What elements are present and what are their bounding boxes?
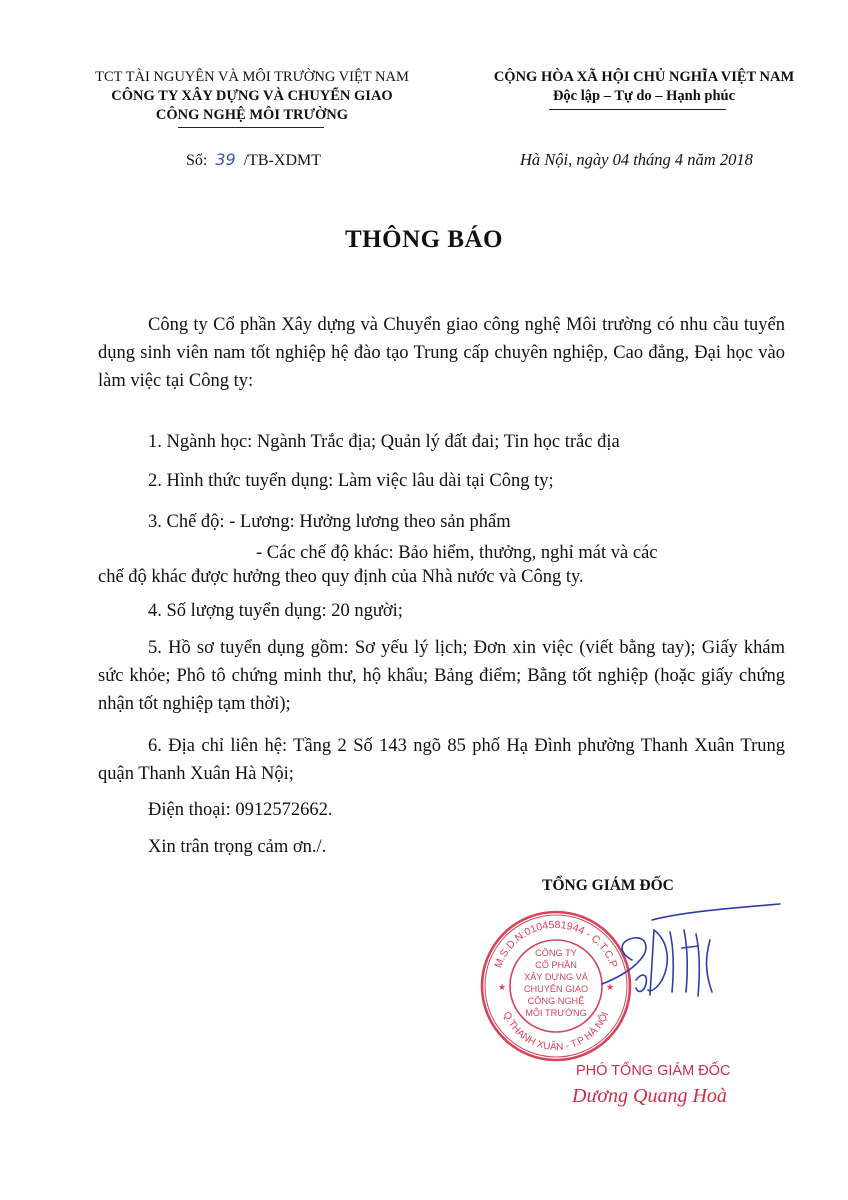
handwritten-signature [592,900,792,1020]
parent-org-name: TCT TÀI NGUYÊN VÀ MÔI TRƯỜNG VIỆT NAM [95,69,409,85]
item-3-salary: 3. Chế độ: - Lương: Hưởng lương theo sản phẩm [148,512,511,532]
stamp-outer-bottom-text: Q.THANH XUÂN - T.P HÀ NỘI [500,1010,612,1054]
item-2: 2. Hình thức tuyển dụng: Làm việc lâu dài tại Công ty; [148,471,554,491]
doc-number-handwritten: 39 [215,150,236,169]
stamp-center-line-2: CỔ PHẦN [535,960,577,970]
company-name-line2: CÔNG NGHỆ MÔI TRƯỜNG [155,107,349,123]
stamp-center-line-6: MÔI TRƯỜNG [525,1008,587,1018]
item-4: 4. Số lượng tuyển dụng: 20 người; [148,601,403,621]
item-3-continued: chế độ khác được hưởng theo quy định của Nhà nước và Công ty. [98,567,584,587]
nation-motto: Độc lập – Tự do – Hạnh phúc [552,88,736,104]
item-3-other: - Các chế độ khác: Bảo hiểm, thưởng, nghỉ mát và các [256,543,658,563]
stamp-center-line-3: XÂY DỰNG VÀ [524,972,588,982]
stamp-center-line-1: CÔNG TY [535,948,577,958]
header-right-nation [452,68,836,106]
stamp-center-line-5: CÔNG NGHỆ [527,996,585,1006]
date-line: Hà Nội, ngày 04 tháng 4 năm 2018 [520,150,753,169]
item-1: 1. Ngành học: Ngành Trắc địa; Quản lý đất đai; Tin học trắc địa [148,432,620,452]
stamp-star-right: ★ [605,982,615,992]
stamp-star-left: ★ [497,982,507,992]
doc-number-suffix: /TB-XDMT [243,152,322,169]
intro-paragraph: Công ty Cổ phần Xây dựng và Chuyển giao công nghệ Môi trường có nhu cầu tuyển dụng sinh viên nam tốt nghiệp hệ đào tạo Trung cấp chuyên nghiệp, Cao đẳng, Đại học vào làm việc tại Công ty: [98,315,785,391]
stamp-outer-top-text: M.S.D.N:0104581944 - C.T.C.P [492,918,620,970]
doc-number [186,150,321,170]
company-name-line1: CÔNG TY XÂY DỰNG VÀ CHUYỂN GIAO [111,88,393,104]
signature-title: TỔNG GIÁM ĐỐC [542,877,674,894]
nation-name: CỘNG HÒA XÃ HỘI CHỦ NGHĨA VIỆT NAM [493,69,795,85]
header-right-rule [549,109,726,110]
deputy-director-name: Dương Quang Hoà [572,1085,727,1107]
item-6: 6. Địa chỉ liên hệ: Tầng 2 Số 143 ngõ 85 phố Hạ Đình phường Thanh Xuân Trung quận Thanh Xuân Hà Nội; [98,736,785,784]
header-left-rule [178,127,324,128]
doc-number-prefix: Số: [186,152,208,169]
header-left-org [72,68,432,125]
stamp-center-line-4: CHUYỂN GIAO [523,984,589,994]
deputy-director-title: PHÓ TỔNG GIÁM ĐỐC [576,1063,731,1079]
phone-line: Điện thoại: 0912572662. [148,800,333,820]
document-title: THÔNG BÁO [345,226,503,253]
item-5: 5. Hồ sơ tuyển dụng gồm: Sơ yếu lý lịch; Đơn xin việc (viết bằng tay); Giấy khám sức khỏe; Phô tô chứng minh thư, hộ khẩu; Bảng điểm; Bằng tốt nghiệp (hoặc giấy chứng nhận tốt nghiệp tạm thời); [98,638,785,714]
thanks-line: Xin trân trọng cảm ơn./. [148,837,327,857]
